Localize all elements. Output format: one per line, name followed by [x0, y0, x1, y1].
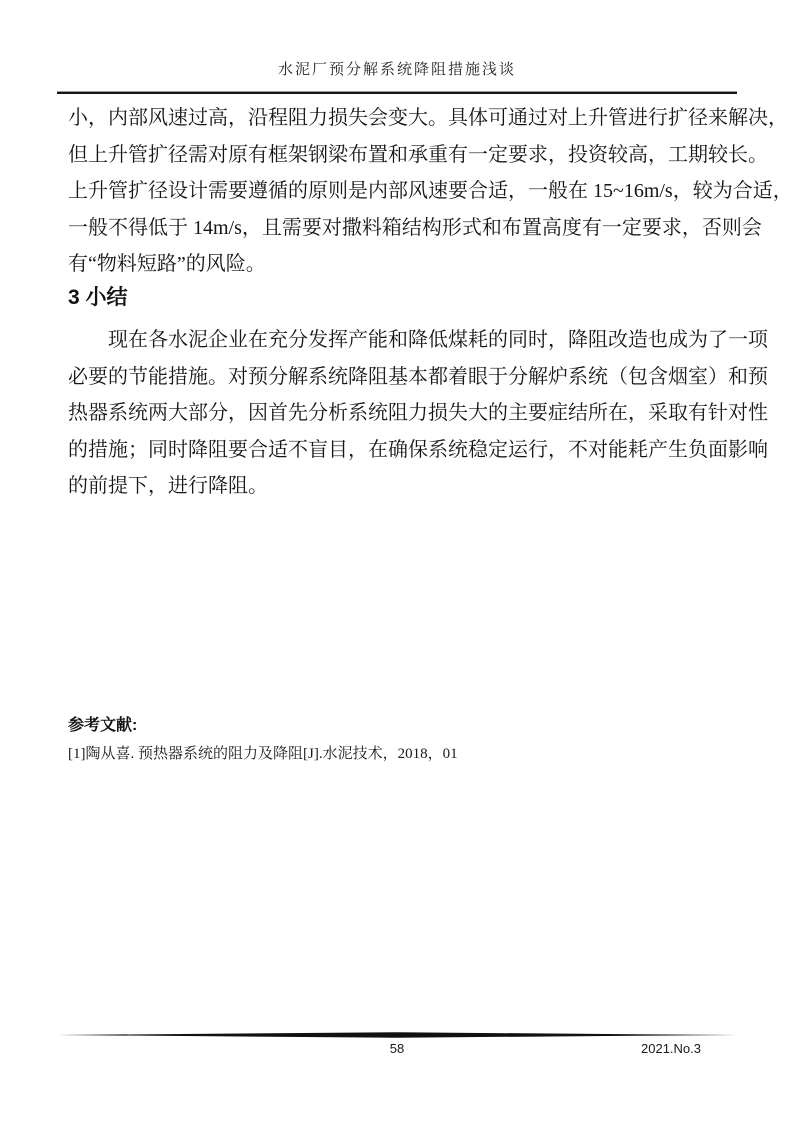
page-header-title: 水泥厂预分解系统降阻措施浅谈 [277, 62, 516, 78]
references-heading: 参考文献: [68, 717, 138, 734]
paragraph-line: 一般不得低于 14m/s，且需要对撒料箱结构形式和布置高度有一定要求，否则会 [68, 216, 762, 239]
paragraph-line: 小，内部风速过高，沿程阻力损失会变大。具体可通过对上升管进行扩径来解决， [68, 107, 788, 129]
paragraph-line: 有“物料短路”的风险。 [68, 253, 266, 275]
reference-item: [1]陶从喜. 预热器系统的阻力及降阻[J].水泥技术，2018，01 [68, 746, 458, 762]
footer-rule [57, 1032, 737, 1038]
references-list [68, 742, 726, 763]
paragraph-line: 但上升管扩径需对原有框架钢梁布置和承重有一定要求，投资较高，工期较长。 [68, 143, 768, 166]
paragraph-line: 的措施；同时降阻要合适不盲目，在确保系统稳定运行，不对能耗产生负面影响 [68, 438, 768, 461]
paragraph-line: 热器系统两大部分，因首先分析系统阻力损失大的主要症结所在，采取有针对性 [68, 402, 768, 424]
paragraph-line: 上升管扩径设计需要遵循的原则是内部风速要合适，一般在 15~16m/s，较为合适， [68, 180, 793, 202]
paragraph-1 [68, 100, 793, 283]
references-section [68, 712, 726, 763]
footer-issue: 2021.No.3 [641, 1041, 701, 1056]
paragraph-line: 现在各水泥企业在充分发挥产能和降低煤耗的同时，降阻改造也成为了一项 [108, 329, 768, 351]
paragraph-line: 必要的节能措施。对预分解系统降阻基本都着眼于分解炉系统（包含烟室）和预 [68, 365, 768, 388]
section-heading: 3 小结 [68, 286, 128, 309]
paragraph-2 [68, 322, 768, 505]
paragraph-line: 的前提下，进行降阻。 [68, 475, 268, 497]
footer-page-number: 58 [389, 1041, 405, 1056]
header-rule [57, 91, 737, 94]
